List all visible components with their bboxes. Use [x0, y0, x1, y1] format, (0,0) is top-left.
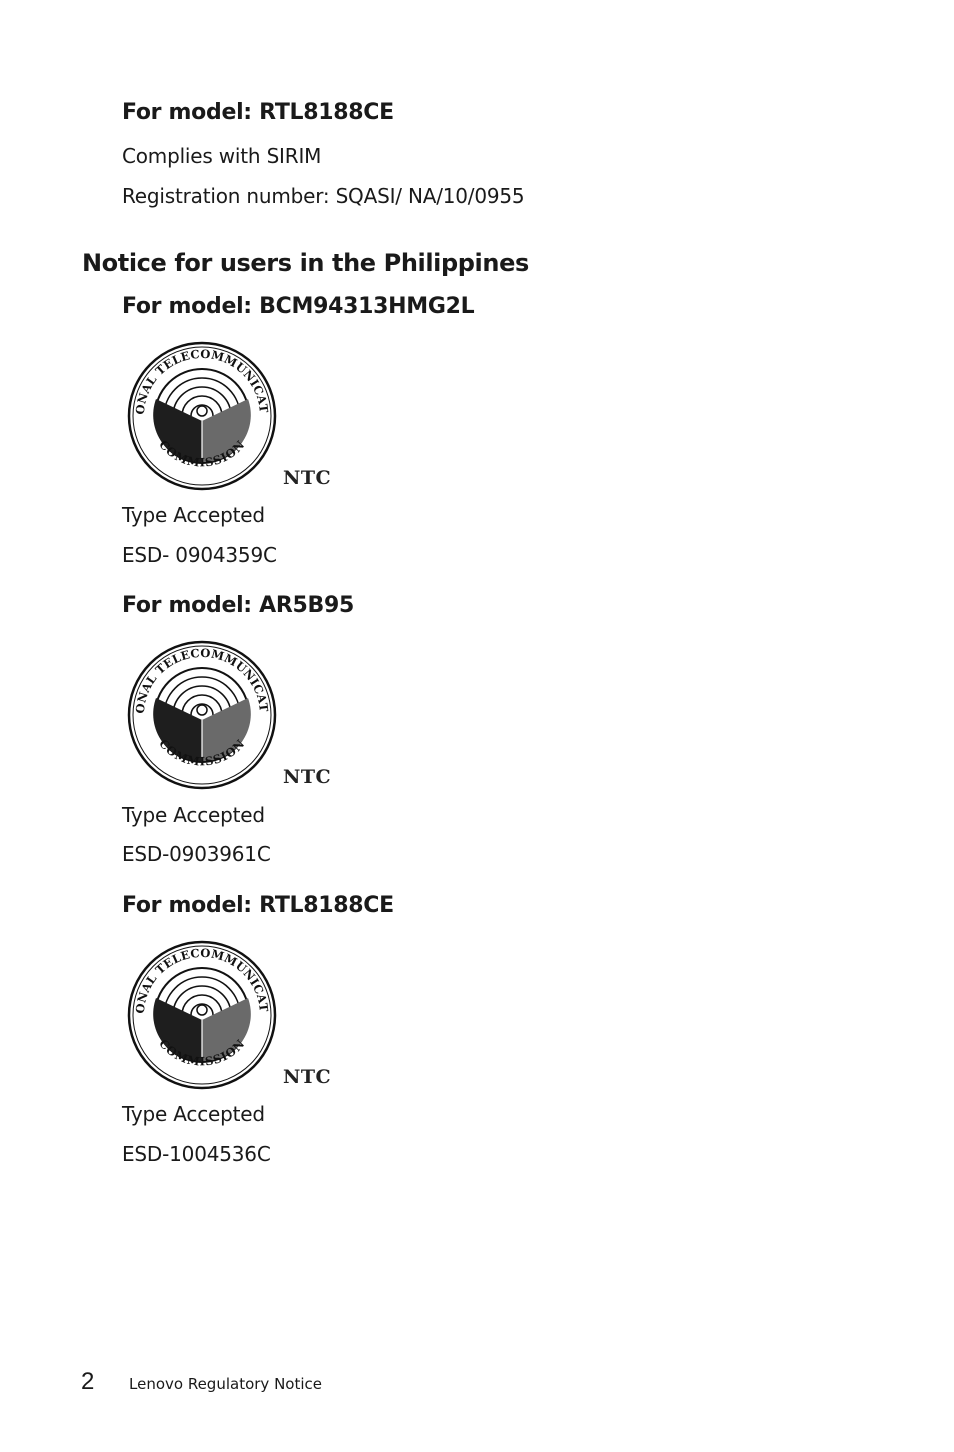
- compliance-text: Complies with SIRIM: [122, 144, 322, 168]
- registration-number: Registration number: SQASI/ NA/10/0955: [122, 184, 525, 208]
- section-title-philippines: Notice for users in the Philippines: [82, 249, 529, 277]
- model-heading: For model: RTL8188CE: [122, 100, 394, 125]
- svg-text:NATIONAL TELECOMMUNICATIONS: ONAL TELECOMMUNICAT: [132, 645, 272, 715]
- ntc-label: NTC: [283, 766, 332, 788]
- ntc-seal-emblem: [125, 638, 279, 792]
- svg-text:COMMISSION: COMMISSION: [156, 437, 248, 470]
- ntc-seal-icon: [125, 638, 279, 792]
- model-heading: For model: BCM94313HMG2L: [122, 294, 475, 319]
- ntc-seal-emblem: [125, 938, 279, 1092]
- ntc-seal-icon: [125, 339, 279, 493]
- page-number: 2: [81, 1368, 95, 1395]
- esd-code: ESD-0903961C: [122, 842, 271, 866]
- footer-document-title: Lenovo Regulatory Notice: [129, 1375, 322, 1393]
- esd-code: ESD-1004536C: [122, 1142, 271, 1166]
- model-heading: For model: RTL8188CE: [122, 893, 394, 918]
- ntc-label: NTC: [283, 467, 332, 489]
- esd-code: ESD- 0904359C: [122, 543, 277, 567]
- ntc-seal-emblem: [125, 339, 279, 493]
- svg-text:COMMISSION: COMMISSION: [156, 736, 248, 769]
- type-accepted-text: Type Accepted: [122, 1102, 265, 1126]
- ntc-seal-icon: [125, 938, 279, 1092]
- svg-text:NATIONAL TELECOMMUNICATIONS: ONAL TELECOMMUNICAT: [132, 346, 272, 416]
- svg-text:COMMISSION: COMMISSION: [156, 1036, 248, 1069]
- svg-text:NATIONAL TELECOMMUNICATIONS: ONAL TELECOMMUNICAT: [132, 945, 272, 1015]
- type-accepted-text: Type Accepted: [122, 803, 265, 827]
- type-accepted-text: Type Accepted: [122, 503, 265, 527]
- ntc-label: NTC: [283, 1066, 332, 1088]
- model-heading: For model: AR5B95: [122, 593, 355, 618]
